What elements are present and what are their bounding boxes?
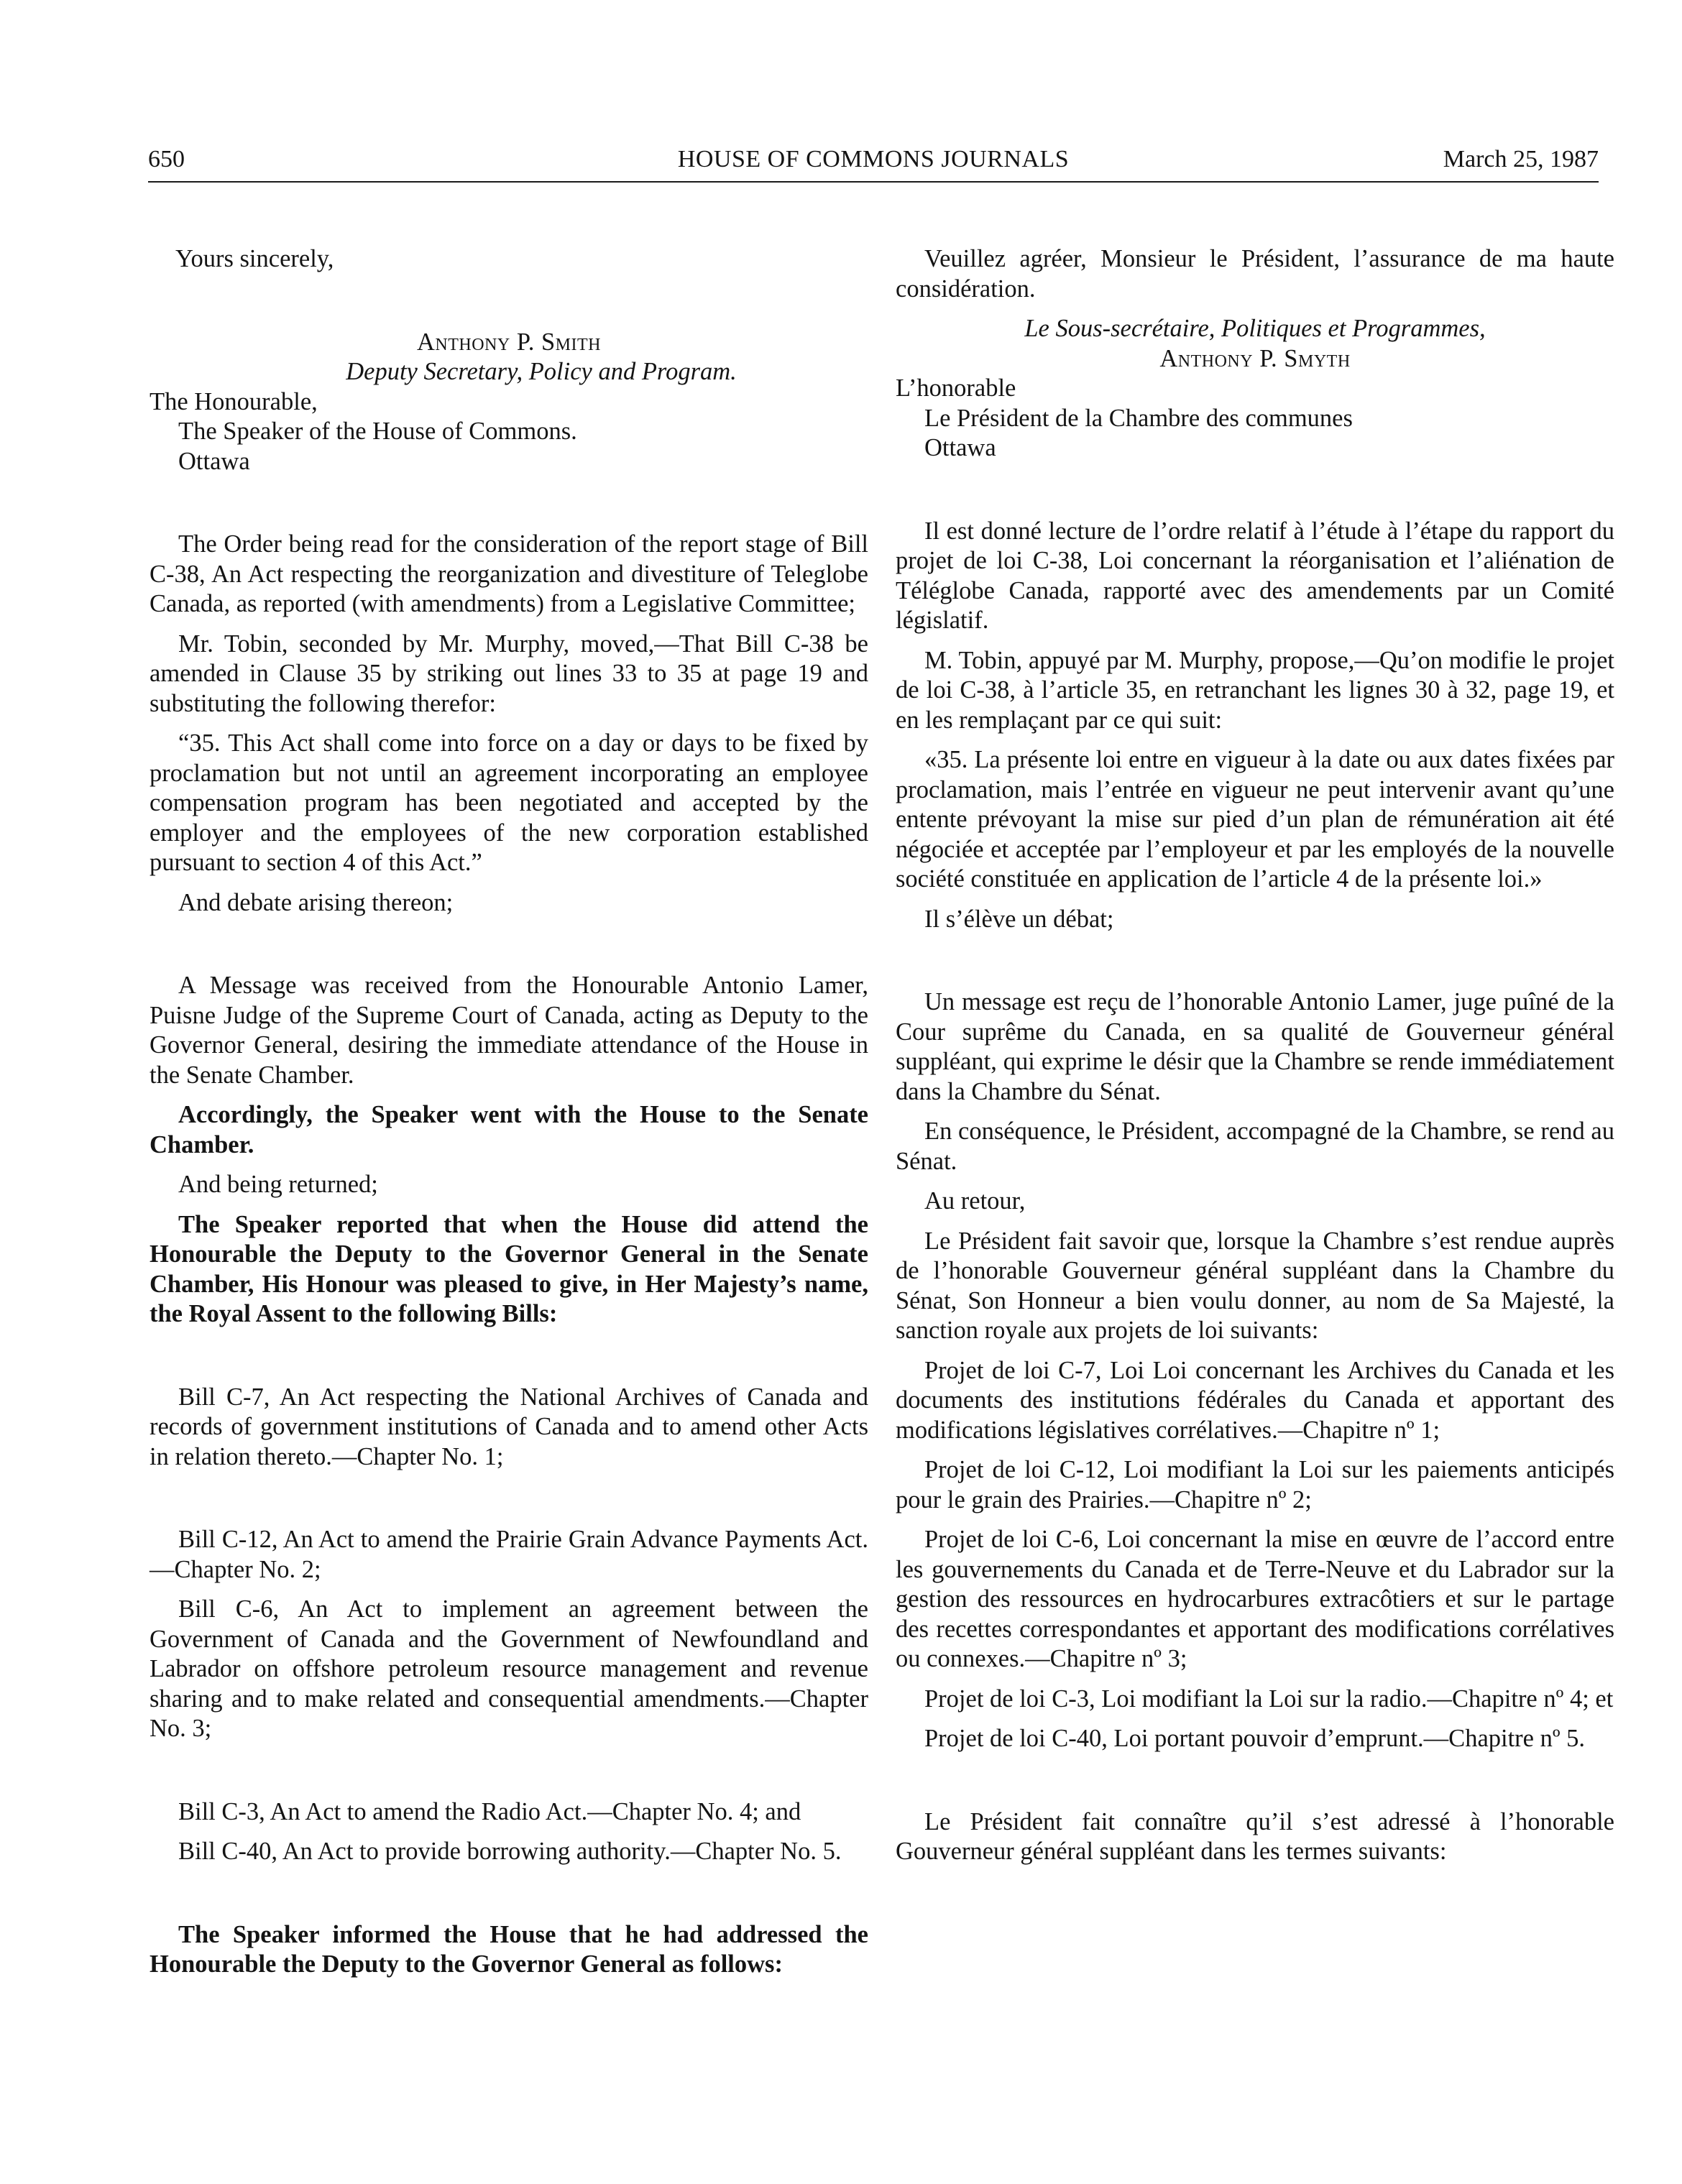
signatory-title: Deputy Secretary, Policy and Program. [346, 358, 737, 385]
bill-c3: Bill C-3, An Act to amend the Radio Act.—Chapter No. 4; and [178, 1797, 801, 1825]
paragraph-returned: And being returned; [178, 1171, 378, 1198]
paragraph-message: Un message est reçu de l’honorable Antonio Lamer, juge puîné de la Cour suprême du Canada, en sa qualité de Gouverneur général suppléant, qui exprime le désir que la Chambre se rende immédiatement dans la Chambre du Sénat. [896, 988, 1614, 1105]
addressee-line: Ottawa [178, 447, 250, 475]
paragraph-reported: Le Président fait savoir que, lorsque la Chambre s’est rendue auprès de l’honorable Gouverneur général suppléant dans la Chambre du Sénat, Son Honneur a bien voulu donner, au nom de Sa Majesté, la sanction royale aux projets de loi suivants: [896, 1227, 1614, 1344]
paragraph-informed: The Speaker informed the House that he had addressed the Honourable the Deputy to the Governor General as follows: [150, 1920, 868, 1978]
paragraph-returned: Au retour, [924, 1187, 1026, 1215]
bill-c40: Projet de loi C-40, Loi portant pouvoir d’emprunt.—Chapitre nº 5. [924, 1725, 1586, 1752]
journal-title: HOUSE OF COMMONS JOURNALS [677, 146, 1070, 172]
bill-c40: Bill C-40, An Act to provide borrowing authority.—Chapter No. 5. [178, 1838, 842, 1865]
addressee-line: The Speaker of the House of Commons. [178, 418, 577, 445]
french-column [896, 244, 1614, 1867]
paragraph-accordingly: En conséquence, le Président, accompagné de la Chambre, se rend au Sénat. [896, 1118, 1614, 1175]
paragraph-quote: “35. This Act shall come into force on a day or days to be fixed by proclamation but not until an agreement incorporating an employee compensation program has been negotiated and accepted by the employer and the employees of the new corporation established pursuant to section 4 of this Act.” [150, 729, 868, 876]
page-number: 650 [148, 146, 185, 172]
signatory-title: Le Sous-secrétaire, Politiques et Programmes, [1024, 315, 1486, 342]
paragraph-debate: Il s’élève un débat; [924, 905, 1114, 933]
bill-c6: Projet de loi C-6, Loi concernant la mise en œuvre de l’accord entre les gouvernements du Canada et de Terre-Neuve et du Labrador sur la gestion des ressources en hydrocarbures extracôtiers et sur le partage des recettes correspondantes et apportant des modifications corrélatives ou connexes.—Chapitre nº 3; [896, 1526, 1614, 1672]
bill-c12: Projet de loi C-12, Loi modifiant la Loi sur les paiements anticipés pour le grain des Prairies.—Chapitre nº 2; [896, 1456, 1614, 1513]
paragraph-order: The Order being read for the consideration of the report stage of Bill C-38, An Act respecting the reorganization and divestiture of Teleglobe Canada, as reported (with amendments) from a Legislative Committee; [150, 530, 868, 617]
paragraph-motion: Mr. Tobin, seconded by Mr. Murphy, moved,—That Bill C-38 be amended in Clause 35 by striking out lines 33 to 35 at page 19 and substituting the following therefor: [150, 630, 868, 717]
paragraph-debate: And debate arising thereon; [178, 888, 454, 916]
paragraph-quote: «35. La présente loi entre en vigueur à la date ou aux dates fixées par proclamation, mais l’entrée en vigueur ne peut intervenir avant qu’une entente prévoyant la mise sur pied d’un plan de rémunération ait été négociée et acceptée par l’employeur et par les employés de la nouvelle société constituée en application de l’article 4 de la présente loi.» [896, 746, 1614, 893]
bill-c3: Projet de loi C-3, Loi modifiant la Loi sur la radio.—Chapitre nº 4; et [924, 1685, 1614, 1713]
bill-c7: Projet de loi C-7, Loi Loi concernant les Archives du Canada et les documents des institutions fédérales du Canada et apportant des modifications législatives corrélatives.—Chapitre nº 1; [896, 1356, 1614, 1444]
signatory-name: Anthony P. Smith [417, 328, 601, 356]
journal-date: March 25, 1987 [1443, 146, 1599, 172]
closing: Veuillez agréer, Monsieur le Président, l’assurance de ma haute considération. [896, 245, 1614, 303]
bill-c6: Bill C-6, An Act to implement an agreement between the Government of Canada and the Government of Newfoundland and Labrador on offshore petroleum resource management and revenue sharing and to make related and consequential amendments.—Chapter No. 3; [150, 1595, 868, 1742]
closing: Yours sincerely, [175, 245, 334, 272]
paragraph-reported: The Speaker reported that when the House did attend the Honourable the Deputy to the Governor General in the Senate Chamber, His Honour was pleased to give, in Her Majesty’s name, the Royal Assent to the following Bills: [150, 1210, 868, 1327]
paragraph-informed: Le Président fait connaître qu’il s’est adressé à l’honorable Gouverneur général suppléant dans les termes suivants: [896, 1807, 1614, 1865]
paragraph-order: Il est donné lecture de l’ordre relatif à l’étude à l’étape du rapport du projet de loi C-38, Loi concernant la réorganisation et l’aliénation de Téléglobe Canada, rapporté avec des amendements par un Comité législatif. [896, 517, 1614, 634]
bill-c7: Bill C-7, An Act respecting the National Archives of Canada and records of government institutions of Canada and to amend other Acts in relation thereto.—Chapter No. 1; [150, 1383, 868, 1470]
running-header [148, 144, 1599, 178]
addressee-line: Ottawa [924, 434, 996, 461]
signatory-name: Anthony P. Smyth [1159, 344, 1351, 372]
paragraph-message: A Message was received from the Honourable Antonio Lamer, Puisne Judge of the Supreme Court of Canada, acting as Deputy to the Governor General, desiring the immediate attendance of the House in the Senate Chamber. [150, 972, 868, 1089]
addressee-line: Le Président de la Chambre des communes [924, 404, 1353, 432]
english-column [150, 244, 868, 1980]
paragraph-accordingly: Accordingly, the Speaker went with the House to the Senate Chamber. [150, 1101, 868, 1158]
addressee-line: L’honorable [896, 374, 1016, 402]
addressee-line: The Honourable, [150, 387, 318, 415]
paragraph-motion: M. Tobin, appuyé par M. Murphy, propose,—Qu’on modifie le projet de loi C-38, à l’article 35, en retranchant les lignes 30 à 32, page 19, et en les remplaçant par ce qui suit: [896, 646, 1614, 734]
header-rule [148, 181, 1599, 183]
bill-c12: Bill C-12, An Act to amend the Prairie Grain Advance Payments Act.—Chapter No. 2; [150, 1526, 868, 1583]
